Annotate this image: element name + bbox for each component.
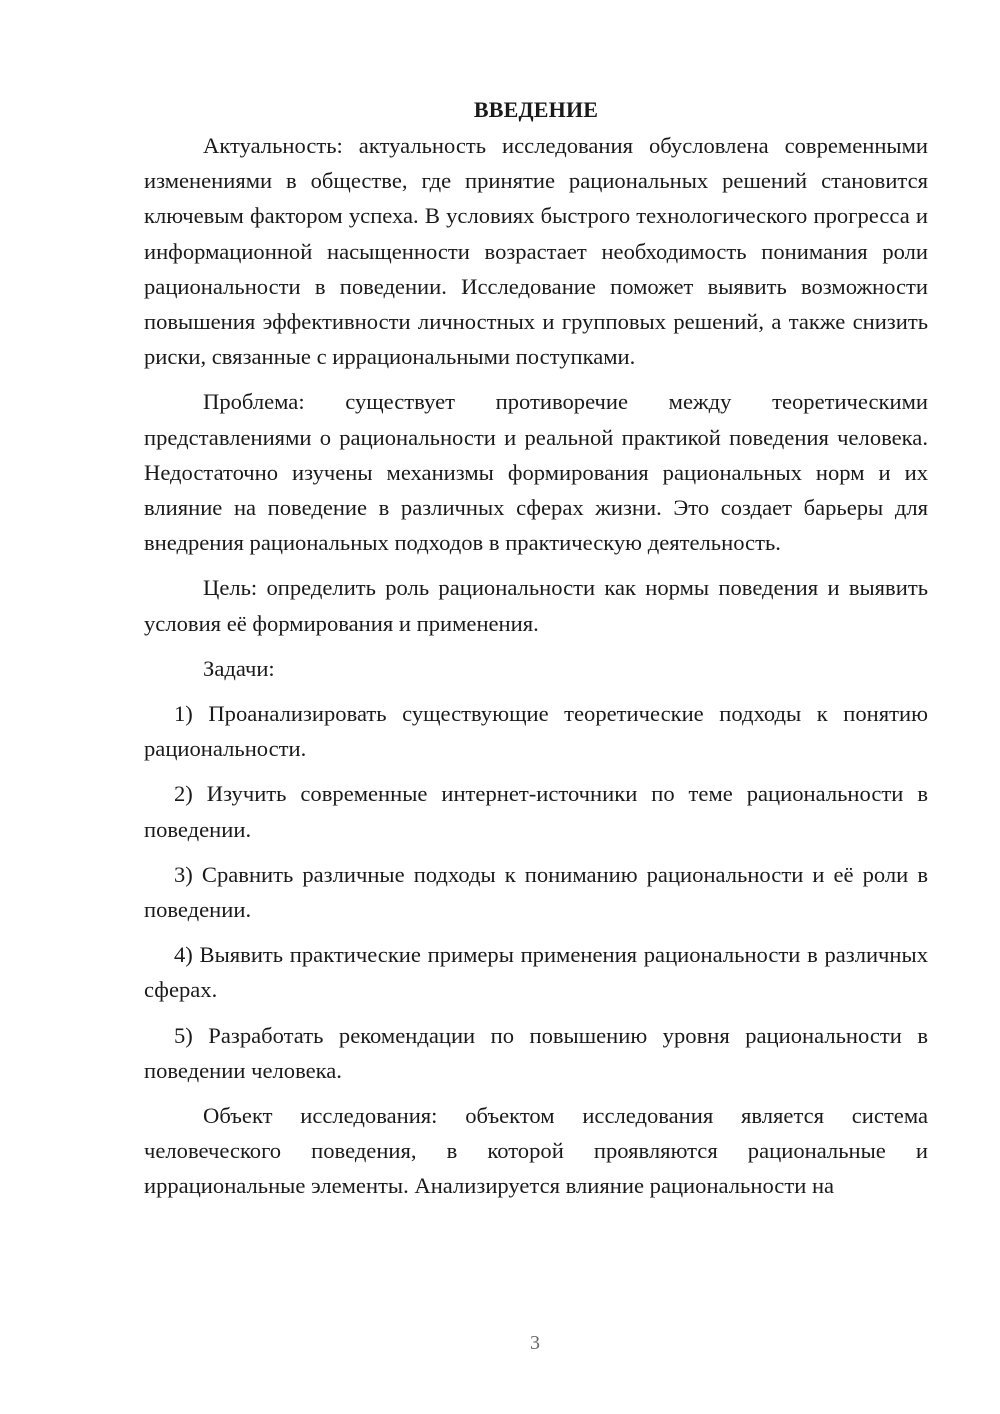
tasks-heading: Задачи:: [203, 655, 275, 681]
task-item-3: 3) Сравнить различные подходы к пониманию рациональности и её роли в поведении.: [144, 861, 928, 923]
paragraph-problem: Проблема: существует противоречие между теоретическими представлениями о рациональности и реальной практикой поведения человека. Недостаточно изучены механизмы формирования рациональных норм и их влияние на поведение в различных сферах жизни. Это создает барьеры для внедрения рациональных подходов в практическую деятельность.: [144, 389, 928, 556]
task-item-1: 1) Проанализировать существующие теоретические подходы к понятию рациональности.: [144, 701, 928, 762]
paragraph-object: Объект исследования: объектом исследования является система человеческого поведения, в которой проявляются рациональные и иррациональные элементы. Анализируется влияние рациональности на: [144, 1103, 928, 1199]
paragraph-goal: Цель: определить роль рациональности как нормы поведения и выявить условия её формирования и применения.: [144, 575, 928, 636]
section-title: ВВЕДЕНИЕ: [473, 97, 599, 122]
document-page: [144, 92, 928, 1214]
page-number: 3: [530, 1332, 540, 1354]
task-item-5: 5) Разработать рекомендации по повышению уровня рациональности в поведении человека.: [144, 1022, 928, 1083]
task-item-2: 2) Изучить современные интернет-источники по теме рациональности в поведении.: [144, 781, 928, 842]
paragraph-relevance: Актуальность: актуальность исследования обусловлена современными изменениями в обществе, где принятие рациональных решений становится ключевым фактором успеха. В условиях быстрого технологического прогресса и информационной насыщенности возрастает необходимость понимания роли рациональности в поведении. Исследование поможет выявить возможности повышения эффективности личностных и групповых решений, а также снизить риски, связанные с иррациональными поступками.: [144, 133, 928, 370]
task-item-4: 4) Выявить практические примеры применения рациональности в различных сферах.: [144, 942, 928, 1003]
